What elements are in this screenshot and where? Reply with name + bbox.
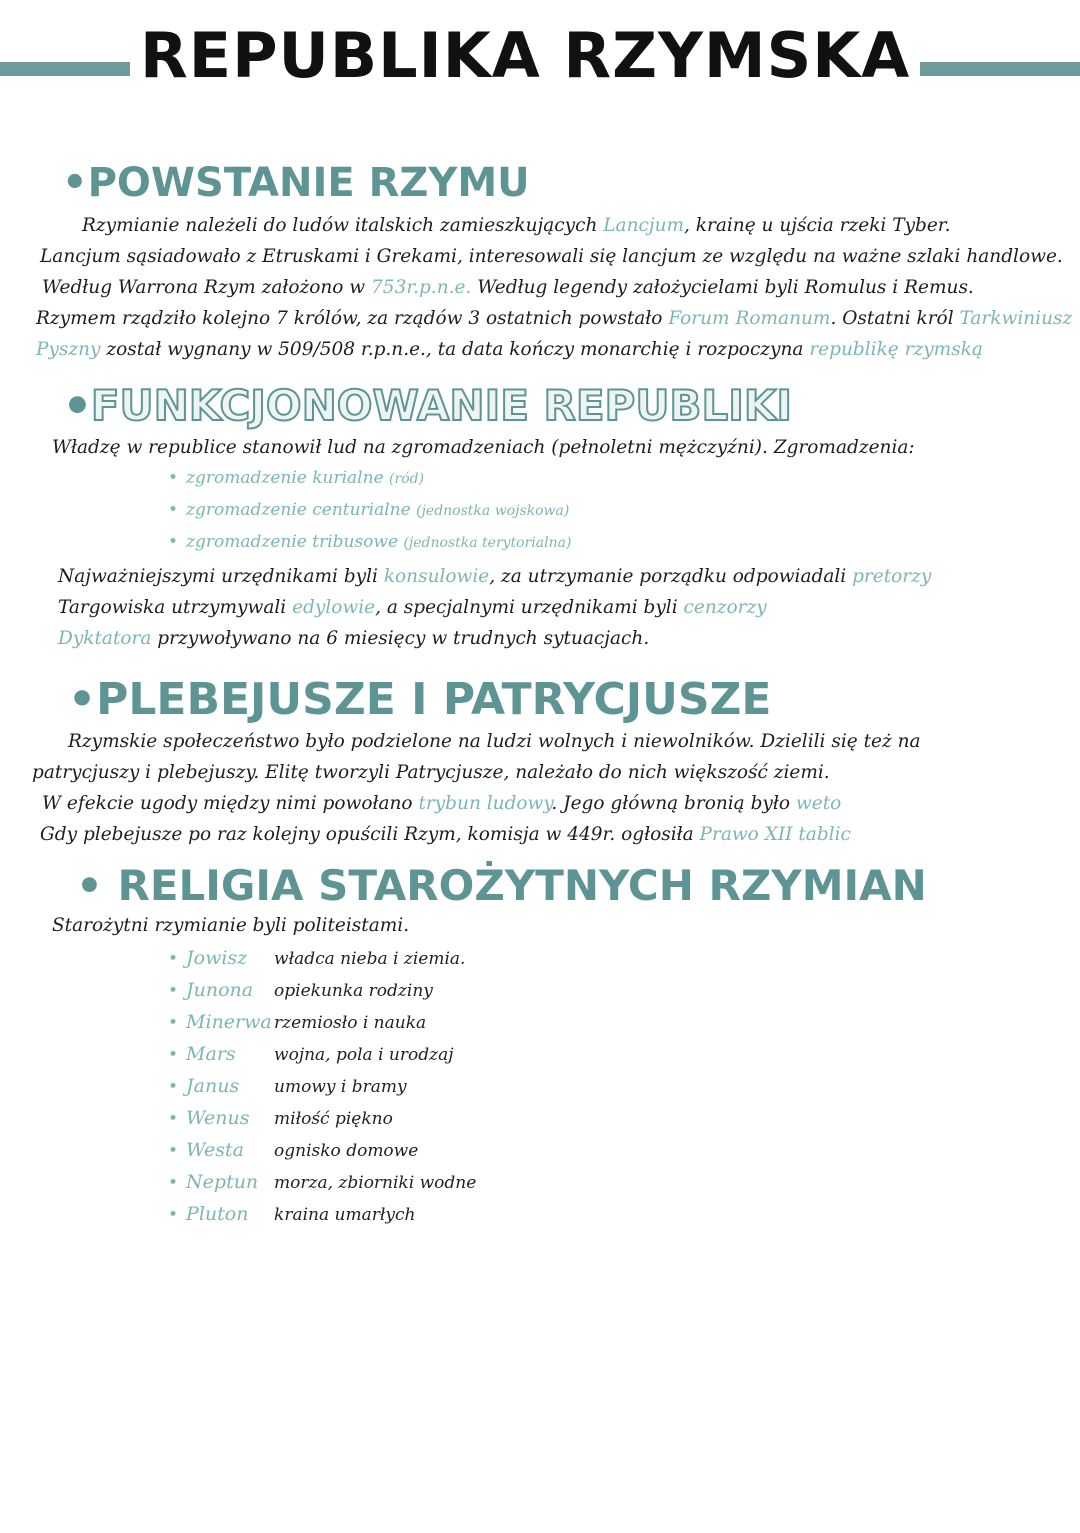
bullet-icon: • xyxy=(168,1045,179,1066)
paragraph-line: Rzymianie należeli do ludów italskich zamieszkujących Lancjum, krainę u ujścia rzeki Tyber. xyxy=(82,215,951,236)
list-item: • Minerwa rzemiosło i nauka xyxy=(168,1011,427,1034)
bullet-icon: • xyxy=(68,674,97,725)
section-religia xyxy=(0,862,1080,1231)
section-plebejusze xyxy=(0,675,1080,850)
paragraph-line: Władzę w republice stanowił lud na zgromadzeniach (pełnoletni mężczyźni). Zgromadzenia: xyxy=(52,437,915,459)
bullet-icon: • xyxy=(168,1013,179,1034)
paragraph-line: W efekcie ugody między nimi powołano trybun ludowy. Jego główną bronią było weto xyxy=(42,792,842,814)
paragraph-line: Dyktatora przywoływano na 6 miesięcy w trudnych sytuacjach. xyxy=(58,628,650,650)
list-item: • Pluton kraina umarłych xyxy=(168,1203,416,1226)
bullet-icon: • xyxy=(168,532,179,553)
highlight-term: edylowie xyxy=(292,597,376,619)
highlight-term: Pyszny xyxy=(36,339,101,360)
section-heading: •POWSTANIE RZYMU xyxy=(62,160,530,206)
bullet-icon: • xyxy=(168,1077,179,1098)
highlight-term: republikę rzymską xyxy=(809,339,983,360)
list-item: • Mars wojna, pola i urodzaj xyxy=(168,1043,454,1066)
paragraph-line: Pyszny został wygnany w 509/508 r.p.n.e., ta data kończy monarchię i rozpoczyna republikę rzymską xyxy=(36,339,983,360)
bullet-icon: • xyxy=(168,1173,179,1194)
assemblies-list xyxy=(0,463,1080,559)
highlight-term: trybun ludowy xyxy=(418,792,552,814)
list-item: • Wenus miłość piękno xyxy=(168,1107,393,1130)
gods-list xyxy=(0,943,1080,1231)
highlight-term: konsulowie xyxy=(383,566,490,588)
bullet-icon: • xyxy=(168,500,179,521)
highlight-term: Tarkwiniusz xyxy=(959,308,1073,329)
bullet-icon: • xyxy=(64,381,91,430)
section-body xyxy=(0,210,1080,365)
highlight-term: Lancjum xyxy=(603,215,685,236)
list-item: • Neptun morza, zbiorniki wodne xyxy=(168,1171,477,1194)
list-item: • zgromadzenie kurialne (ród) xyxy=(168,468,425,489)
page-title: REPUBLIKA RZYMSKA xyxy=(130,22,920,90)
highlight-term: Forum Romanum xyxy=(668,308,831,329)
bullet-icon: • xyxy=(168,1205,179,1226)
section-funkcjonowanie xyxy=(0,382,1080,654)
highlight-term: Dyktatora xyxy=(58,628,152,650)
section-heading: •PLEBEJUSZE I PATRYCJUSZE xyxy=(68,674,772,725)
bullet-icon: • xyxy=(76,861,103,910)
section-heading: • RELIGIA STAROŻYTNYCH RZYMIAN xyxy=(76,861,927,910)
paragraph-line: Najważniejszymi urzędnikami byli konsulowie, za utrzymanie porządku odpowiadali pretorzy xyxy=(58,566,932,588)
list-item: • Jowisz władca nieba i ziemia. xyxy=(168,947,466,970)
paragraph-line: patrycjuszy i plebejuszy. Elitę tworzyli Patrycjusze, należało do nich większość ziemi. xyxy=(32,761,830,783)
highlight-term: cenzorzy xyxy=(683,597,767,619)
list-item: • zgromadzenie centurialne (jednostka wojskowa) xyxy=(168,500,570,521)
paragraph-line: Lancjum sąsiadowało z Etruskami i Grekami, interesowali się lancjum ze względu na ważne szlaki handlowe. xyxy=(40,246,1063,267)
bullet-icon: • xyxy=(168,981,179,1002)
paragraph-line: Starożytni rzymianie byli politeistami. xyxy=(52,915,410,937)
bullet-icon: • xyxy=(168,949,179,970)
bullet-icon: • xyxy=(62,160,88,206)
bullet-icon: • xyxy=(168,1109,179,1130)
list-item: • Westa ognisko domowe xyxy=(168,1139,419,1162)
list-item: • Janus umowy i bramy xyxy=(168,1075,407,1098)
highlight-term: pretorzy xyxy=(852,566,932,588)
section-heading: •FUNKCJONOWANIE REPUBLIKI xyxy=(64,381,793,430)
paragraph-line: Rzymskie społeczeństwo było podzielone na ludzi wolnych i niewolników. Dzielili się też na xyxy=(68,730,921,752)
paragraph-line: Rzymem rządziło kolejno 7 królów, za rządów 3 ostatnich powstało Forum Romanum. Ostatni król Tarkwiniusz xyxy=(36,308,1073,329)
section-powstanie xyxy=(0,160,1080,365)
list-item: • zgromadzenie tribusowe (jednostka terytorialna) xyxy=(168,532,572,553)
bullet-icon: • xyxy=(168,468,179,489)
highlight-term: 753r.p.n.e. xyxy=(371,277,472,298)
highlight-term: Prawo XII tablic xyxy=(699,823,851,845)
paragraph-line: Gdy plebejusze po raz kolejny opuścili Rzym, komisja w 449r. ogłosiła Prawo XII tablic xyxy=(40,823,851,845)
highlight-term: weto xyxy=(795,792,842,814)
bullet-icon: • xyxy=(168,1141,179,1162)
list-item: • Junona opiekunka rodziny xyxy=(168,979,433,1002)
paragraph-line: Targowiska utrzymywali edylowie, a specjalnymi urzędnikami byli cenzorzy xyxy=(58,597,767,619)
paragraph-line: Według Warrona Rzym założono w 753r.p.n.e. Według legendy założycielami byli Romulus i Remus. xyxy=(42,277,974,298)
